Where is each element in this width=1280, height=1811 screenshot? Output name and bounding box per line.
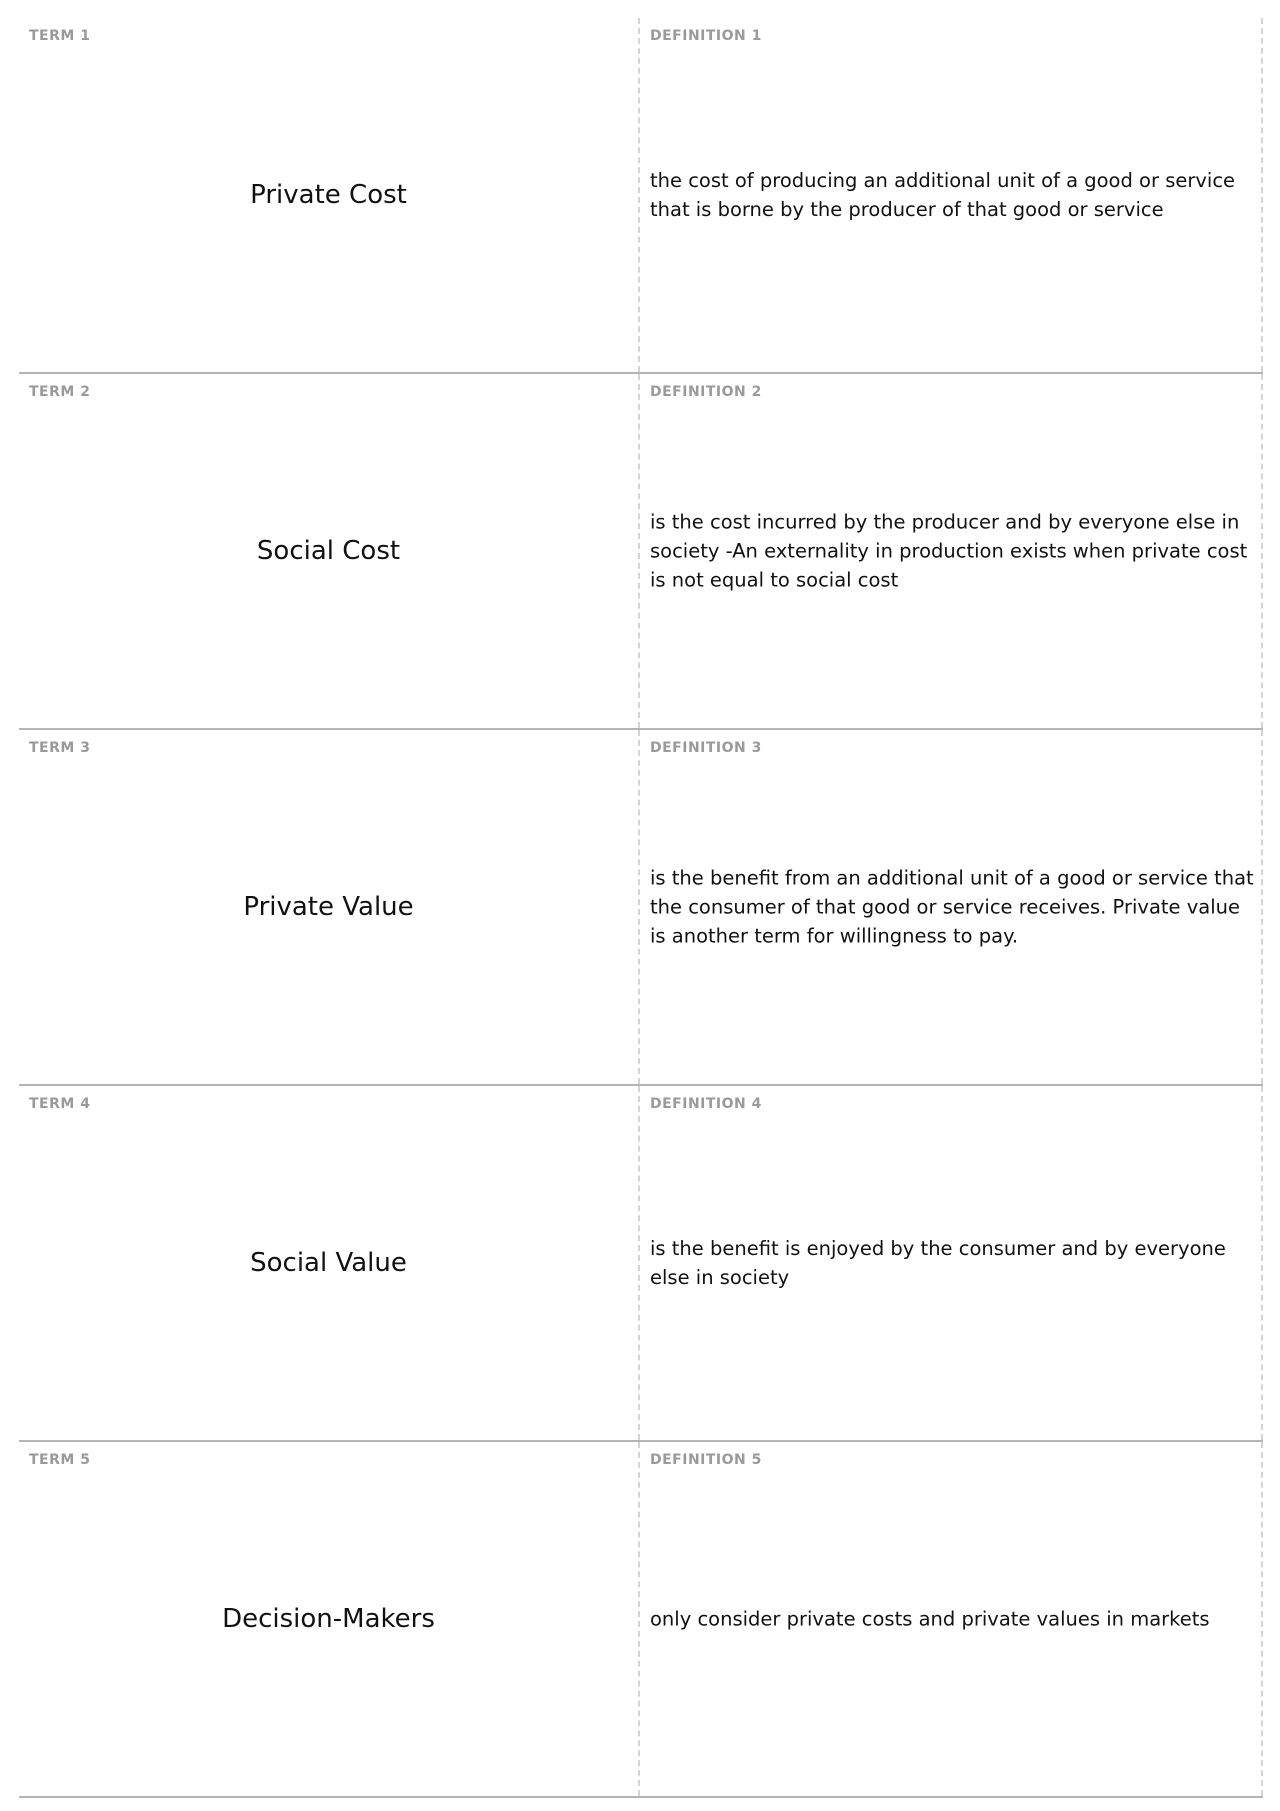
flashcard-row	[19, 1442, 1263, 1798]
term-cell	[19, 18, 640, 372]
term-text: Decision-Makers	[222, 1604, 435, 1634]
term-label: TERM 2	[29, 384, 91, 400]
term-text: Social Cost	[256, 536, 401, 566]
term-text: Private Cost	[250, 180, 407, 210]
definition-label: DEFINITION 1	[650, 28, 762, 44]
definition-label: DEFINITION 5	[650, 1452, 762, 1468]
term-text: Social Value	[250, 1248, 407, 1278]
definition-cell	[640, 730, 1263, 1084]
flashcard-row	[19, 730, 1263, 1086]
term-label: TERM 4	[29, 1096, 91, 1112]
flashcard-row	[19, 1086, 1263, 1442]
definition-label: DEFINITION 2	[650, 384, 762, 400]
term-cell	[19, 730, 640, 1084]
definition-cell	[640, 1442, 1263, 1796]
term-cell	[19, 374, 640, 728]
flashcard-row	[19, 374, 1263, 730]
definition-text: is the cost incurred by the producer and by everyone else in society -An externality in production exists when private cost is not equal to social cost	[650, 510, 1248, 592]
term-text: Private Value	[243, 892, 414, 922]
term-cell	[19, 1442, 640, 1796]
definition-cell	[640, 18, 1263, 372]
flashcard-row	[19, 18, 1263, 374]
term-label: TERM 3	[29, 740, 91, 756]
term-label: TERM 5	[29, 1452, 91, 1468]
definition-label: DEFINITION 3	[650, 740, 762, 756]
definition-text: only consider private costs and private values in markets	[650, 1607, 1210, 1631]
term-cell	[19, 1086, 640, 1440]
definition-text: the cost of producing an additional unit of a good or service that is borne by the producer of that good or service	[650, 169, 1236, 221]
term-label: TERM 1	[29, 28, 91, 44]
definition-text: is the benefit from an additional unit of a good or service that the consumer of that good or service receives. Private value is another term for willingness to pay.	[650, 866, 1254, 948]
definition-label: DEFINITION 4	[650, 1096, 762, 1112]
flashcard-sheet	[19, 18, 1263, 1798]
definition-cell	[640, 374, 1263, 728]
definition-cell	[640, 1086, 1263, 1440]
definition-text: is the benefit is enjoyed by the consumer and by everyone else in society	[650, 1237, 1226, 1289]
